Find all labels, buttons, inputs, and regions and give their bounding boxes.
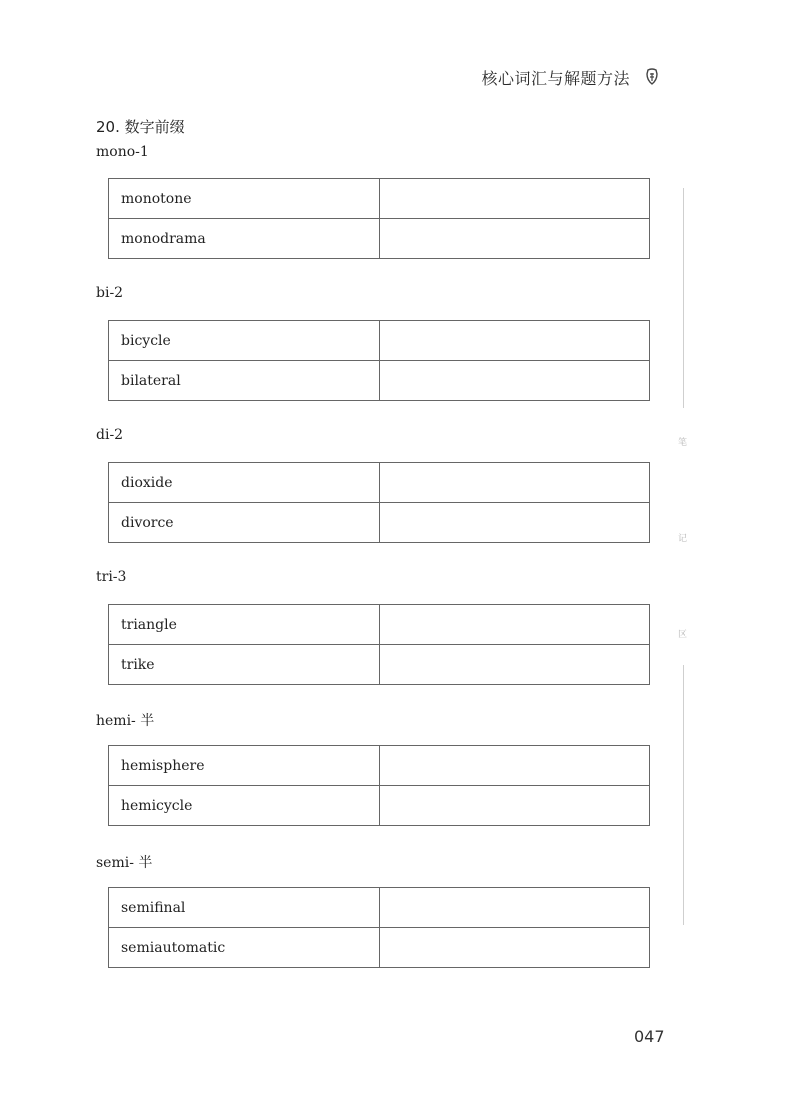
prefix-label: mono-1 [96,144,149,160]
answer-blank-cell [379,179,649,219]
word-cell: triangle [109,605,380,645]
word-cell: bilateral [109,361,380,401]
vocab-table [108,604,650,685]
notes-label-char: 记 [678,534,688,544]
table-row [109,361,650,401]
word-cell: hemicycle [109,786,380,826]
answer-blank-cell [379,503,649,543]
word-cell: hemisphere [109,746,380,786]
prefix-label: hemi- 半 [96,713,155,729]
answer-blank-cell [379,321,649,361]
word-cell: monodrama [109,219,380,259]
prefix-label: tri-3 [96,569,127,585]
prefix-label: di-2 [96,427,124,443]
answer-blank-cell [379,219,649,259]
answer-blank-cell [379,746,649,786]
table-row [109,605,650,645]
vocab-table [108,745,650,826]
vocab-table [108,178,650,259]
table-row [109,786,650,826]
word-cell: monotone [109,179,380,219]
table-row [109,746,650,786]
answer-blank-cell [379,645,649,685]
running-header-title: 核心词汇与解题方法 [481,69,630,88]
table-row [109,888,650,928]
answer-blank-cell [379,928,649,968]
page-number: 047 [634,1027,665,1046]
table-row [109,321,650,361]
table-row [109,645,650,685]
notes-margin-line [683,188,684,408]
notes-label-char: 笔 [678,438,688,448]
publisher-logo-icon [645,68,659,86]
vocab-table [108,462,650,543]
word-cell: trike [109,645,380,685]
word-cell: semifinal [109,888,380,928]
answer-blank-cell [379,463,649,503]
word-cell: semiautomatic [109,928,380,968]
word-cell: dioxide [109,463,380,503]
notes-label-char: 区 [678,630,688,640]
answer-blank-cell [379,605,649,645]
table-row [109,179,650,219]
table-row [109,219,650,259]
table-row [109,928,650,968]
prefix-label: bi-2 [96,285,124,301]
word-cell: bicycle [109,321,380,361]
answer-blank-cell [379,786,649,826]
prefix-label: semi- 半 [96,855,153,871]
answer-blank-cell [379,361,649,401]
section-title: 20. 数字前缀 [96,118,185,136]
table-row [109,463,650,503]
word-cell: divorce [109,503,380,543]
vocab-table [108,887,650,968]
table-row [109,503,650,543]
notes-margin-line [683,665,684,925]
answer-blank-cell [379,888,649,928]
vocab-table [108,320,650,401]
